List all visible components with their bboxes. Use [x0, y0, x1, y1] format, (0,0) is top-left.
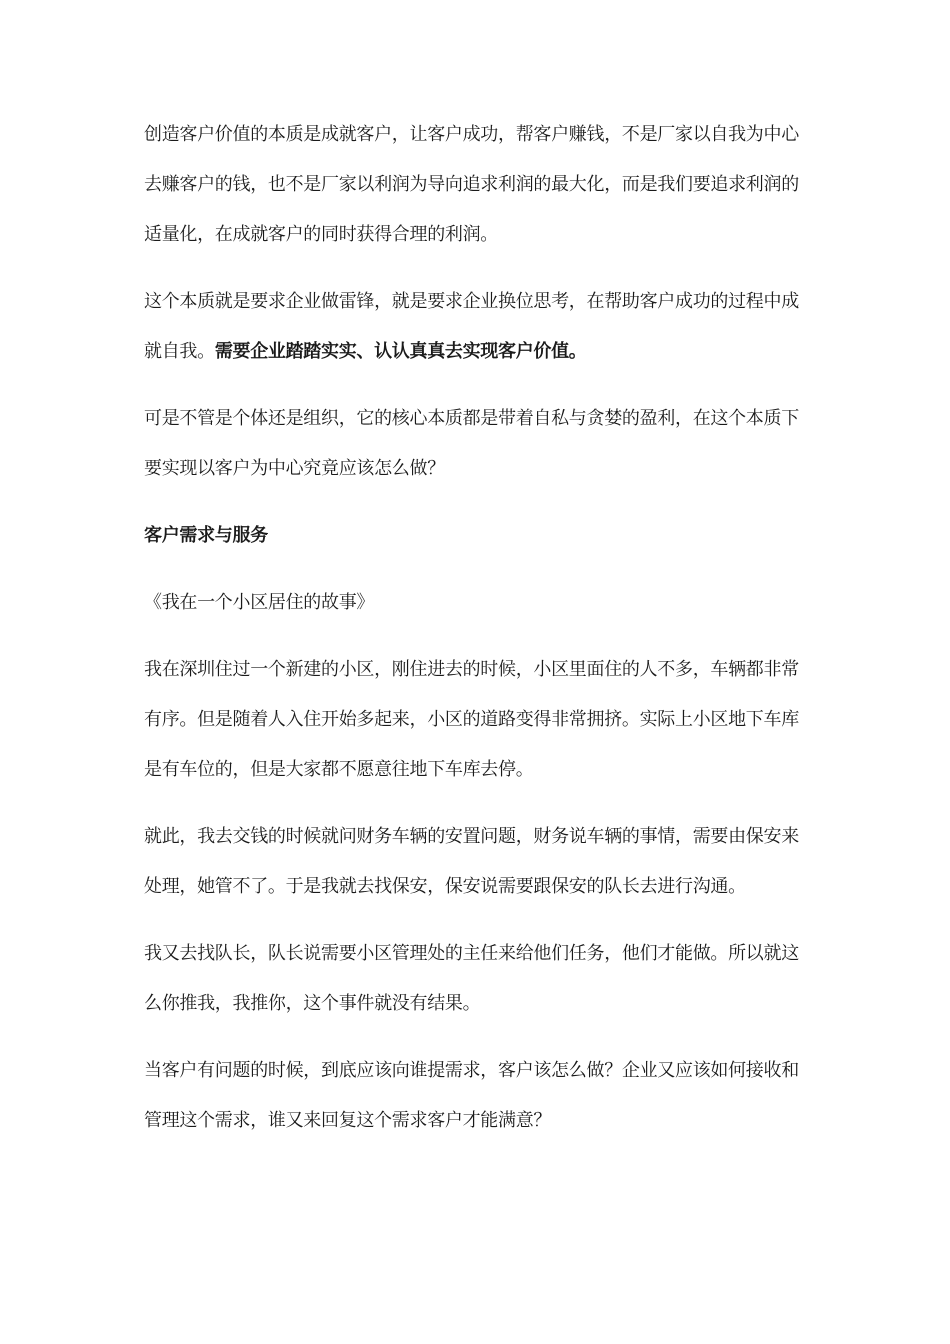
paragraph-story-captain: 我又去找队长，队长说需要小区管理处的主任来给他们任务，他们才能做。所以就这么你推我，我推你，这个事件就没有结果。	[144, 943, 799, 1014]
document-body	[144, 110, 812, 1163]
paragraph-customer-value: 创造客户价值的本质是成就客户，让客户成功，帮客户赚钱，不是厂家以自我为中心去赚客户的钱，也不是厂家以利润为导向追求利润的最大化，而是我们要追求利润的适量化，在成就客户的同时获得合理的利润。	[144, 124, 799, 245]
paragraph-question: 可是不管是个体还是组织，它的核心本质都是带着自私与贪婪的盈利，在这个本质下要实现以客户为中心究竟应该怎么做？	[144, 408, 799, 479]
paragraph-essence	[144, 277, 812, 377]
section-heading: 客户需求与服务	[144, 525, 268, 546]
paragraph-essence-bold: 需要企业踏踏实实、认认真真去实现客户价值。	[214, 341, 587, 362]
paragraph-closing-question: 当客户有问题的时候，到底应该向谁提需求，客户该怎么做？企业又应该如何接收和管理这个需求，谁又来回复这个需求客户才能满意？	[144, 1060, 799, 1131]
paragraph-story-intro: 我在深圳住过一个新建的小区，刚住进去的时候，小区里面住的人不多，车辆都非常有序。但是随着人入住开始多起来，小区的道路变得非常拥挤。实际上小区地下车库是有车位的，但是大家都不愿意往地下车库去停。	[144, 659, 799, 780]
paragraph-story-finance: 就此，我去交钱的时候就问财务车辆的安置问题，财务说车辆的事情，需要由保安来处理，她管不了。于是我就去找保安，保安说需要跟保安的队长去进行沟通。	[144, 826, 799, 897]
paragraph-essence-text: 这个本质就是要求企业做雷锋，就是要求企业换位思考，在帮助客户成功的过程中成就自我。	[144, 291, 799, 362]
story-title: 《我在一个小区居住的故事》	[144, 592, 375, 613]
